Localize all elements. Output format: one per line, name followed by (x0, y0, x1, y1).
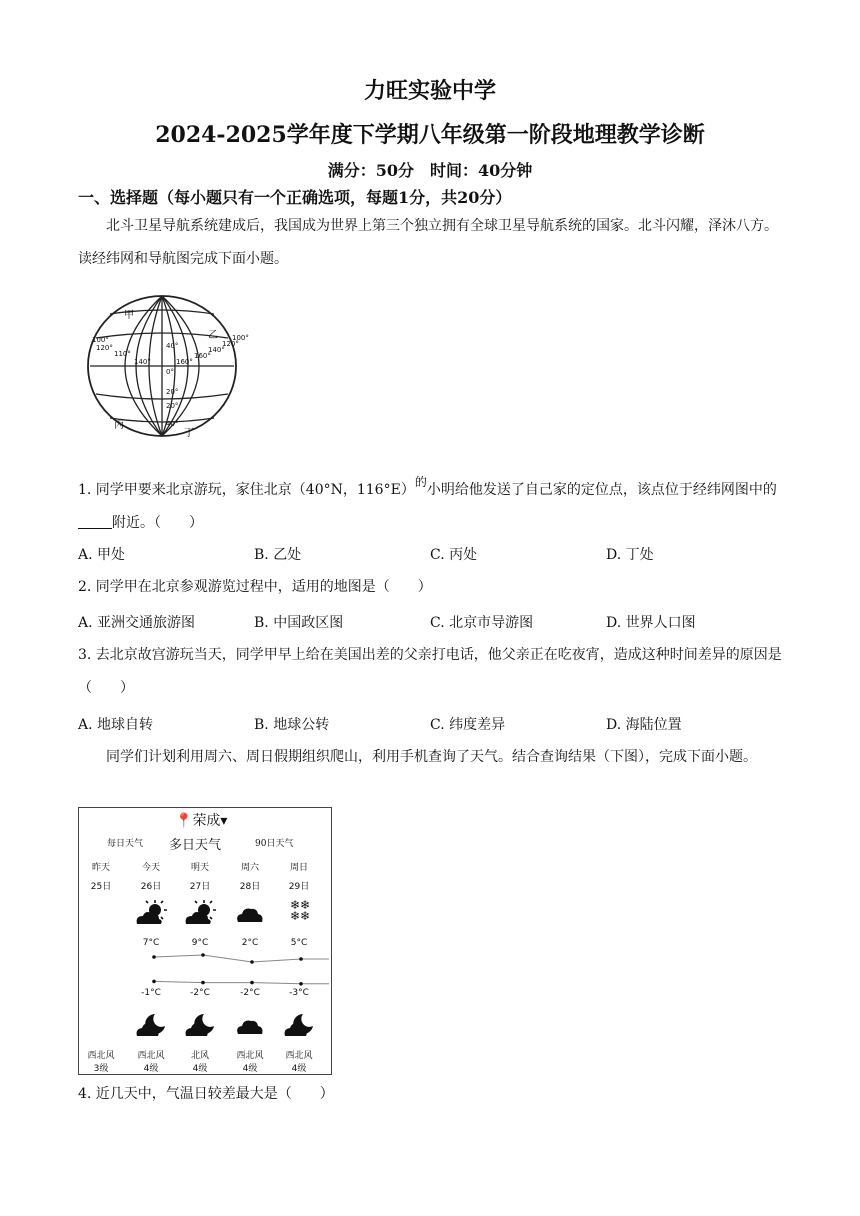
day-label: 周日 (289, 863, 308, 873)
globe-label: 20° (166, 388, 179, 396)
exam-title: 2024-2025学年度下学期八年级第一阶段地理教学诊断 (155, 122, 705, 148)
day-date: 25日 (90, 882, 112, 892)
wind-level: 4级 (143, 1064, 159, 1074)
temp-point (250, 960, 254, 964)
globe-label: 120° (222, 340, 239, 348)
wind-direction: 西北风 (285, 1051, 313, 1061)
answer-blank (78, 514, 112, 529)
option-d: D. 世界人口图 (606, 615, 696, 631)
tab-90day: 90日天气 (255, 839, 294, 849)
wind-level: 4级 (192, 1064, 208, 1074)
globe-labels (84, 292, 249, 442)
option-b: B. 地球公转 (254, 717, 330, 733)
weather-location: 📍荣成▾ (175, 813, 228, 829)
question-3-options (78, 714, 784, 738)
day-date: 26日 (140, 882, 162, 892)
globe-label: 0° (166, 368, 174, 376)
day-date: 27日 (189, 882, 211, 892)
cloud-icon (235, 1016, 265, 1036)
moon-cloud-icon (135, 1012, 167, 1038)
snow-icon: ❄❄ ❄❄ (289, 898, 311, 923)
temp-point (201, 981, 205, 985)
option-d: D. 丁处 (606, 547, 654, 563)
option-b: B. 中国政区图 (254, 615, 344, 631)
option-c: C. 丙处 (430, 547, 478, 563)
moon-cloud-icon (283, 1012, 315, 1038)
temp-point (201, 953, 205, 957)
wind-level: 4级 (242, 1064, 258, 1074)
school-title: 力旺实验中学 (363, 78, 496, 104)
intro-paragraph: 北斗卫星导航系统建成后，我国成为世界上第三个独立拥有全球卫星导航系统的国家。北斗闪耀，泽沐八方。读经纬网和导航图完成下面小题。 (78, 218, 778, 267)
globe-label: 丁 (184, 428, 194, 439)
globe-label: 丙 (114, 420, 124, 431)
question-3: 3. 去北京故宫游玩当天，同学甲早上给在美国出差的父亲打电话，他父亲正在吃夜宵，造成这种时间差异的原因是（ ） (78, 647, 782, 696)
option-a: A. 亚洲交通旅游图 (78, 615, 196, 631)
wind-direction: 西北风 (137, 1051, 165, 1061)
option-a: A. 甲处 (78, 547, 126, 563)
moon-cloud-icon (184, 1012, 216, 1038)
location-pin-icon: 📍 (175, 813, 193, 829)
temp-point (152, 980, 156, 984)
wind-level: 4级 (291, 1064, 307, 1074)
tab-daily: 每日天气 (107, 839, 144, 849)
option-c: C. 纬度差异 (430, 717, 506, 733)
low-temp: -1°C (141, 988, 161, 998)
temp-point (152, 955, 156, 959)
globe-label: 160° (176, 358, 193, 366)
low-temp: -2°C (240, 988, 260, 998)
globe-label: 100° (92, 336, 109, 344)
globe-label: 40° (166, 342, 179, 350)
question-2: 2. 同学甲在北京参观游览过程中，适用的地图是（ ） (78, 579, 432, 595)
temp-point (299, 982, 303, 986)
partly-sunny-icon (182, 900, 218, 926)
high-temp: 9°C (191, 938, 209, 948)
question-2-options (78, 612, 784, 636)
weather-card (78, 807, 332, 1075)
globe-label: 120° (96, 344, 113, 352)
globe-label: 20° (166, 402, 179, 410)
globe-label: 甲 (124, 310, 134, 321)
globe-label: 40° (166, 420, 179, 428)
high-temp: 2°C (241, 938, 259, 948)
high-temp: 5°C (290, 938, 308, 948)
temp-point (299, 957, 303, 961)
globe-label: 100° (232, 334, 249, 342)
day-date: 28日 (239, 882, 261, 892)
day-label: 周六 (240, 863, 259, 873)
option-c: C. 北京市导游图 (430, 615, 534, 631)
day-label: 明天 (190, 863, 209, 873)
temp-point (250, 981, 254, 985)
globe-label: 140° (134, 358, 151, 366)
day-label: 昨天 (91, 863, 110, 873)
section-title: 一、选择题（每小题只有一个正确选项，每题1分，共20分） (78, 188, 512, 207)
wind-direction: 西北风 (236, 1051, 264, 1061)
partly-sunny-icon (133, 900, 169, 926)
wind-direction: 北风 (190, 1051, 209, 1061)
low-temp: -3°C (289, 988, 309, 998)
exam-meta: 满分：50分 时间：40分钟 (327, 161, 533, 180)
cloud-icon (235, 904, 265, 924)
question-1-options (78, 544, 784, 568)
wind-level: 3级 (93, 1064, 109, 1074)
day-date: 29日 (288, 882, 310, 892)
globe-label: 乙 (208, 330, 218, 341)
tab-multiday: 多日天气 (169, 838, 222, 853)
day-label: 今天 (141, 863, 160, 873)
option-a: A. 地球自转 (78, 717, 154, 733)
option-d: D. 海陆位置 (606, 717, 682, 733)
high-temp: 7°C (142, 938, 160, 948)
high-temp-line (154, 955, 329, 962)
low-temp: -2°C (190, 988, 210, 998)
wind-direction: 西北风 (87, 1051, 115, 1061)
question-4: 4. 近几天中，气温日较差最大是（ ） (78, 1086, 334, 1102)
option-b: B. 乙处 (254, 547, 302, 563)
globe-label: 140° (208, 346, 225, 354)
weather-intro: 同学们计划利用周六、周日假期组织爬山，利用手机查询了天气。结合查询结果（下图），完成下面小题。 (106, 749, 757, 765)
question-1: 1. 同学甲要来北京游玩，家住北京（40°N，116°E）的小明给他发送了自己家的定位点，该点位于经纬网图中的附近。（ ） (78, 475, 777, 531)
globe-label: 160° (194, 352, 211, 360)
globe-label: 110° (114, 350, 131, 358)
